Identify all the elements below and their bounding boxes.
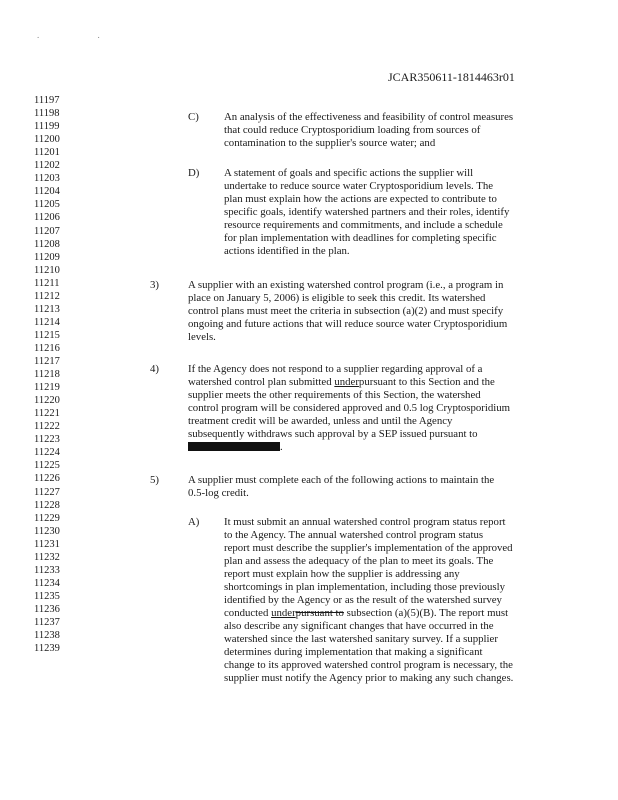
line-number: 11231 (34, 538, 60, 550)
line-number: 11221 (34, 408, 60, 420)
line-number: 11207 (34, 225, 60, 237)
line-number: 11236 (34, 603, 60, 615)
item-4-line: treatment credit will be awarded, unless and until the Agency (188, 415, 453, 427)
line-number: 11232 (34, 551, 60, 563)
item-d-line: undertake to reduce source water Cryptosporidium levels. The (224, 180, 494, 192)
item-5-line: A supplier must complete each of the following actions to maintain the (188, 474, 495, 486)
line-number: 11222 (34, 421, 60, 433)
item-d-line: plan must explain how the actions are expected to contribute to (224, 193, 497, 205)
line-number: 11239 (34, 643, 60, 655)
item-5a-line: It must submit an annual watershed control program status report (224, 516, 506, 528)
item-3-line: control plans must meet the criteria in subsection (a)(2) and must specify (188, 305, 504, 317)
line-number: 11212 (34, 290, 60, 302)
line-number: 11226 (34, 473, 60, 485)
item-4-label: 4) (150, 363, 159, 375)
line-number: 11217 (34, 356, 60, 367)
item-5a-line: shortcomings in plan implementation, including those previously (224, 581, 505, 593)
line-number: 11224 (34, 447, 60, 459)
item-c-line: An analysis of the effectiveness and feasibility of control measures (224, 111, 514, 123)
item-3-line: ongoing and future actions that will reduce source water Cryptosporidium (188, 318, 508, 330)
item-5a-line: to the Agency. The annual watershed control program status (224, 529, 484, 541)
item-c-label: C) (188, 111, 199, 123)
line-number: 11227 (34, 486, 60, 498)
item-c-line: contamination to the supplier's source water; and (224, 137, 436, 149)
item-5a-line: supplier must notify the Agency prior to making any such changes. (224, 672, 514, 684)
line-number: 11216 (34, 342, 60, 354)
text-run: watershed control plan submitted (188, 376, 335, 388)
line-number: 11225 (34, 460, 60, 472)
item-5-line: 0.5-log credit. (188, 487, 249, 499)
line-number: 11235 (34, 590, 60, 602)
line-number: 11203 (34, 173, 60, 185)
item-4-line (188, 441, 283, 454)
text-run: subsection (a)(5)(B). The report must (343, 607, 509, 619)
line-number: 11206 (34, 212, 60, 224)
line-number: 11209 (34, 251, 60, 263)
line-number: 11220 (34, 395, 60, 407)
line-number: 11219 (34, 382, 60, 394)
line-number: 11229 (34, 512, 60, 524)
line-number: 11210 (34, 264, 60, 276)
item-5a-line: watershed since the last watershed sanitary survey. If a supplier (224, 633, 498, 645)
text-run: . (280, 441, 283, 453)
line-number: 11215 (34, 329, 60, 341)
item-5a-line: report must explain how the supplier is addressing any (224, 568, 460, 580)
item-5-label: 5) (150, 474, 159, 486)
line-number: 11214 (34, 316, 60, 328)
item-4-line: supplier meets the other requirements of this Section, the watershed (188, 389, 481, 401)
item-4-line: control program will be considered approved and 0.5 log Cryptosporidium (188, 402, 511, 414)
redaction-block (188, 442, 280, 451)
item-d-line: for plan implementation with deadlines for completing specific (224, 232, 497, 244)
text-run: pursuant to this Section and the (358, 376, 495, 388)
item-d-line: actions identified in the plan. (224, 245, 350, 257)
item-5a-line: report must describe the supplier's implementation of the approved (224, 542, 513, 554)
line-number: 11230 (34, 525, 60, 537)
line-number: 11223 (34, 434, 60, 446)
item-4-line: If the Agency does not respond to a supplier regarding approval of a (188, 363, 483, 375)
line-number: 11238 (34, 630, 60, 642)
line-number: 11228 (34, 499, 60, 511)
line-number: 11237 (34, 617, 60, 628)
line-number: 11198 (34, 108, 60, 120)
text-run: conducted (224, 607, 272, 619)
line-number: 11233 (34, 564, 60, 576)
item-3-label: 3) (150, 279, 159, 291)
line-number: 11197 (34, 95, 60, 106)
line-number: 11211 (34, 277, 60, 289)
item-3-line: place on January 5, 2006) is eligible to seek this credit. Its watershed (188, 292, 486, 304)
line-number: 11205 (34, 199, 60, 211)
item-3-line: A supplier with an existing watershed control program (i.e., a program in (188, 279, 504, 291)
item-5a-line: identified by the Agency or as the result of the watershed survey (224, 594, 502, 606)
scan-specks: . . (37, 30, 128, 40)
item-5a-line: also describe any significant changes that have occurred in the (224, 620, 494, 632)
line-number: 11201 (34, 147, 60, 159)
line-number: 11208 (34, 238, 60, 250)
deleted-text: pursuant to (295, 607, 344, 619)
item-5a-line (224, 607, 508, 620)
item-5a-line: determines during implementation that making a significant (224, 646, 483, 658)
item-5a-line: change to its approved watershed control program is necessary, the (224, 659, 513, 671)
item-d-line: specific goals, identify watershed partners and their roles, identify (224, 206, 510, 218)
inserted-text: under (271, 607, 296, 619)
inserted-text: under (334, 376, 359, 388)
item-d-line: A statement of goals and specific actions the supplier will (224, 167, 474, 179)
line-number: 11213 (34, 303, 60, 315)
line-number: 11204 (34, 186, 60, 198)
item-4-line: subsequently withdraws such approval by a SEP issued pursuant to (188, 428, 478, 440)
item-5a-label: A) (188, 516, 200, 528)
line-number: 11199 (34, 121, 60, 133)
line-number: 11200 (34, 134, 60, 146)
document-id: JCAR350611-1814463r01 (388, 70, 515, 84)
item-5a-line: plan and assess the adequacy of the plan to meet its goals. The (224, 555, 494, 567)
line-number: 11202 (34, 160, 60, 172)
line-number: 11218 (34, 369, 60, 381)
item-4-line (188, 376, 495, 389)
item-3-line: levels. (188, 331, 216, 343)
item-d-label: D) (188, 167, 200, 179)
line-number: 11234 (34, 577, 60, 589)
item-d-line: resource requirements and commitments, and include a schedule (224, 219, 503, 231)
item-c-line: that could reduce Cryptosporidium loading from sources of (224, 124, 481, 136)
